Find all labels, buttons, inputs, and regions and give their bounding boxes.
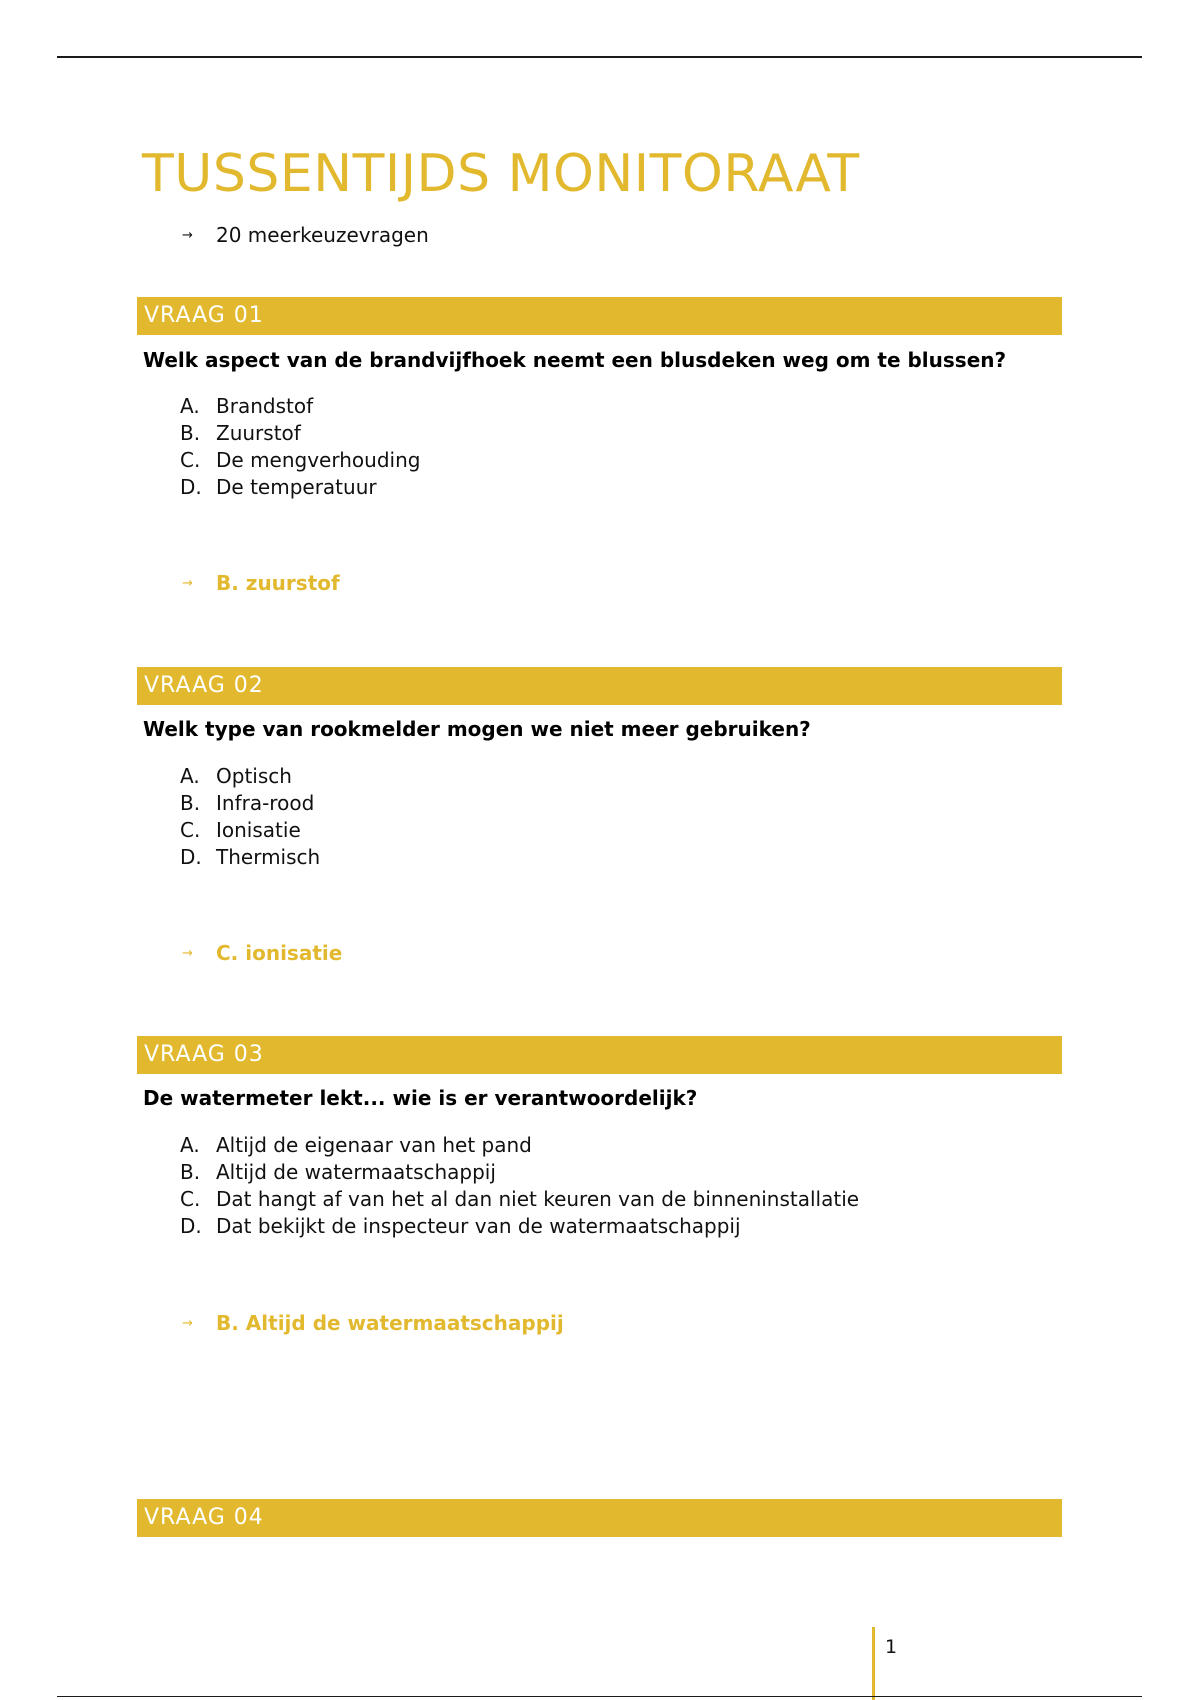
option-letter: B. <box>180 791 201 815</box>
option-item <box>180 474 420 501</box>
option-text: Dat bekijkt de inspecteur van de watermaatschappij <box>216 1214 741 1238</box>
option-text: De mengverhouding <box>216 448 421 472</box>
option-letter: D. <box>180 845 202 869</box>
option-item <box>180 420 420 447</box>
option-text: Brandstof <box>216 394 314 418</box>
options-list-2 <box>180 763 320 871</box>
answer-text-2: C. ionisatie <box>216 941 343 965</box>
option-item <box>180 763 320 790</box>
answer-3 <box>182 1310 564 1336</box>
option-item <box>180 447 420 474</box>
option-text: Thermisch <box>216 845 321 869</box>
arrow-icon: → <box>182 1315 193 1331</box>
option-letter: C. <box>180 818 201 842</box>
page-number: 1 <box>885 1636 898 1658</box>
option-letter: A. <box>180 764 200 788</box>
question-text-2: Welk type van rookmelder mogen we niet meer gebruiken? <box>143 717 811 741</box>
answer-2 <box>182 940 342 966</box>
option-letter: D. <box>180 475 202 499</box>
option-letter: D. <box>180 1214 202 1238</box>
options-list-1 <box>180 393 420 501</box>
question-heading-1: VRAAG 01 <box>137 297 1062 335</box>
question-heading-4: VRAAG 04 <box>137 1499 1062 1537</box>
option-letter: B. <box>180 421 201 445</box>
option-letter: C. <box>180 448 201 472</box>
option-letter: A. <box>180 1133 200 1157</box>
top-rule <box>57 56 1142 58</box>
option-item <box>180 1159 859 1186</box>
arrow-icon: → <box>182 945 193 961</box>
option-item <box>180 1213 859 1240</box>
arrow-icon: → <box>182 227 193 243</box>
answer-1 <box>182 570 340 596</box>
question-text-1: Welk aspect van de brandvijfhoek neemt een blusdeken weg om te blussen? <box>143 348 1007 372</box>
options-list-3 <box>180 1132 859 1240</box>
option-text: Zuurstof <box>216 421 301 445</box>
option-item <box>180 817 320 844</box>
option-letter: A. <box>180 394 200 418</box>
option-item <box>180 790 320 817</box>
question-heading-2: VRAAG 02 <box>137 667 1062 705</box>
option-item <box>180 1186 859 1213</box>
question-heading-3: VRAAG 03 <box>137 1036 1062 1074</box>
bottom-rule <box>57 1696 1142 1697</box>
answer-text-1: B. zuurstof <box>216 571 340 595</box>
option-item <box>180 1132 859 1159</box>
option-item <box>180 393 420 420</box>
subtitle-bullet <box>182 222 429 248</box>
option-text: Infra-rood <box>216 791 315 815</box>
option-text: De temperatuur <box>216 475 377 499</box>
arrow-icon: → <box>182 575 193 591</box>
option-letter: C. <box>180 1187 201 1211</box>
option-text: Dat hangt af van het al dan niet keuren van de binneninstallatie <box>216 1187 860 1211</box>
page-number-accent-line <box>872 1627 875 1700</box>
option-text: Altijd de watermaatschappij <box>216 1160 496 1184</box>
option-letter: B. <box>180 1160 201 1184</box>
option-item <box>180 844 320 871</box>
answer-text-3: B. Altijd de watermaatschappij <box>216 1311 564 1335</box>
subtitle-text: 20 meerkeuzevragen <box>216 223 429 247</box>
option-text: Optisch <box>216 764 292 788</box>
option-text: Ionisatie <box>216 818 301 842</box>
question-text-3: De watermeter lekt... wie is er verantwoordelijk? <box>143 1086 698 1110</box>
option-text: Altijd de eigenaar van het pand <box>216 1133 532 1157</box>
document-title: TUSSENTIJDS MONITORAAT <box>142 144 860 204</box>
